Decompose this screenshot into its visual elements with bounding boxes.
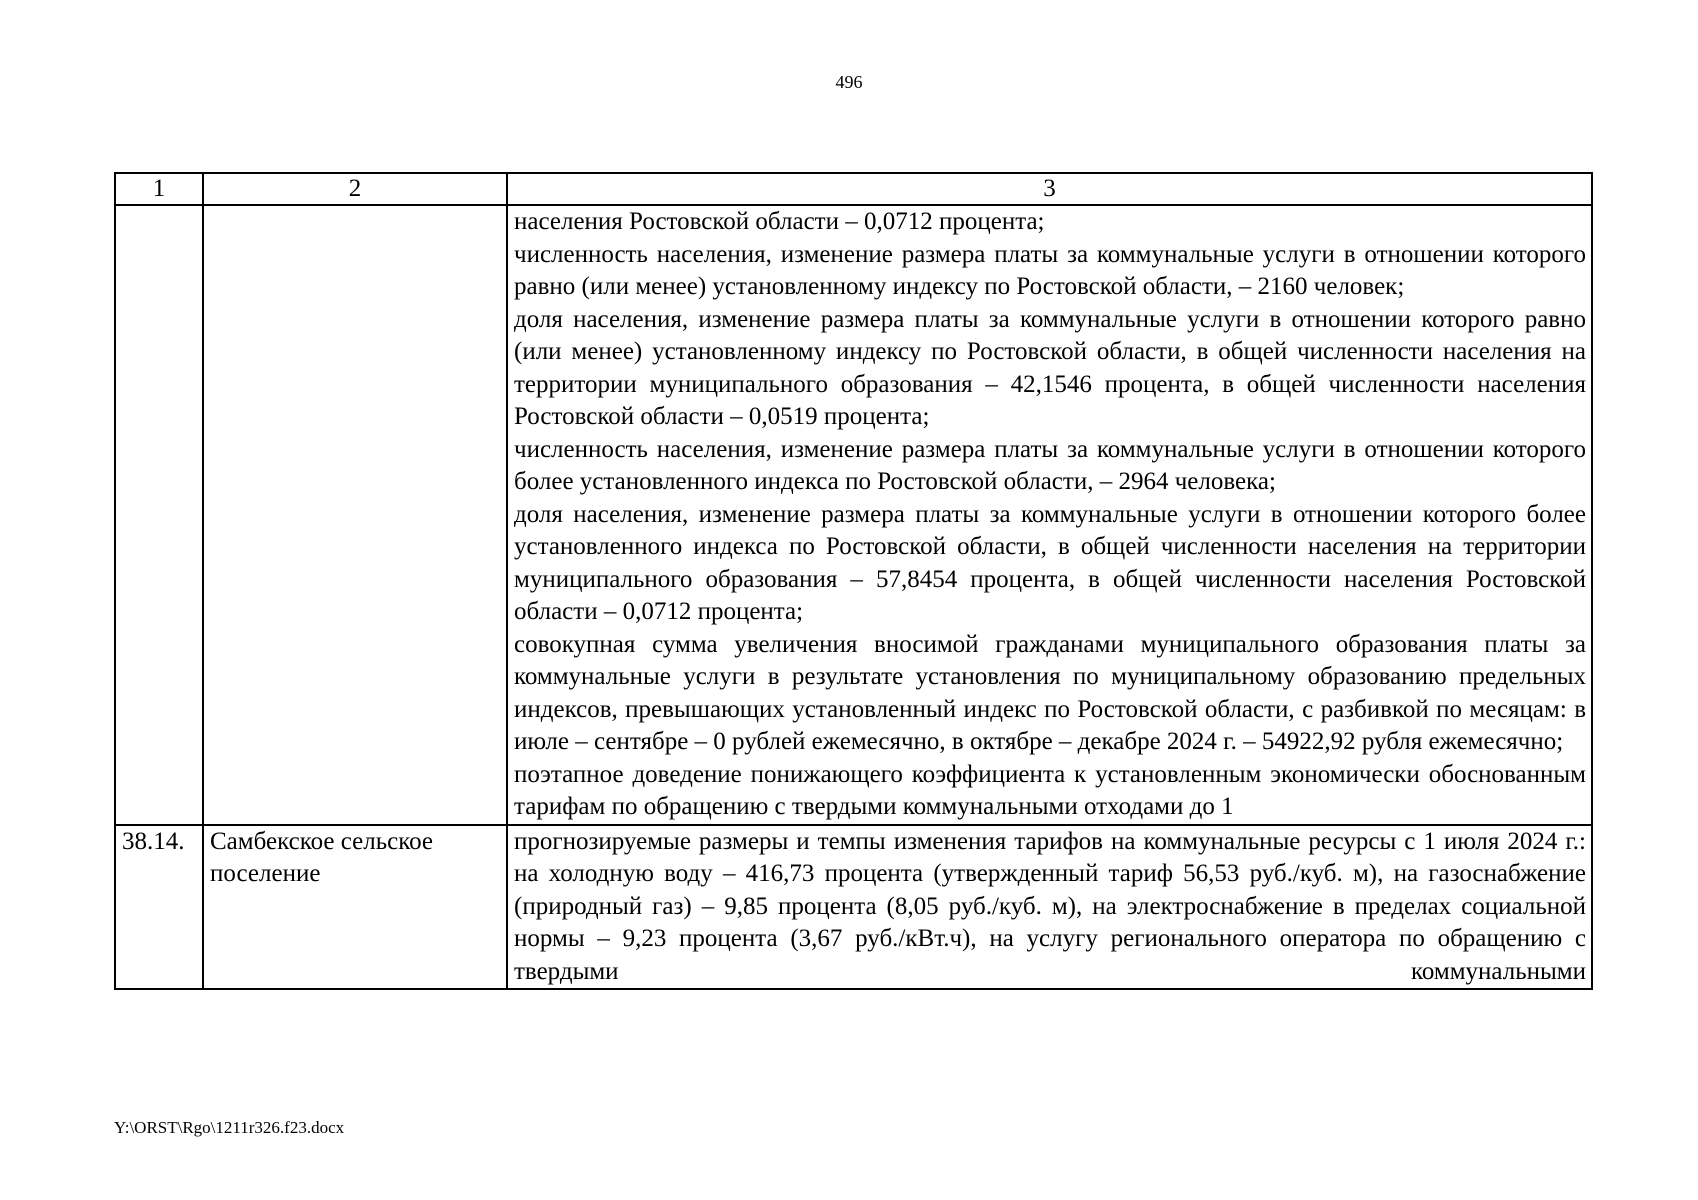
paragraph: поэтапное доведение понижающего коэффициента к установленным экономически обоснованным тарифам по обращению с твердыми коммунальными отходами до 1 — [514, 760, 1586, 820]
table-row — [115, 205, 1592, 825]
paragraph: прогнозируемые размеры и темпы изменения тарифов на коммунальные ресурсы с 1 июля 2024 г.: на холодную воду – 416,73 процента (утвержденный тариф 56,53 руб./куб. м), на газоснабжение (природный газ) – 9,85 процента (8,05 руб./куб. м), на электроснабжение в пределах социальной нормы – 9,23 процента (3,67 руб./кВт.ч), на услугу регионального оператора по обращению с твердыми коммунальными — [514, 827, 1586, 985]
column-header-1: 1 — [115, 173, 203, 205]
table-header-row — [115, 173, 1592, 205]
column-header-3: 3 — [507, 173, 1592, 205]
indicators-cell — [507, 825, 1592, 989]
column-header-2: 2 — [203, 173, 507, 205]
paragraph: доля населения, изменение размера платы за коммунальные услуги в отношении которого более установленного индекса по Ростовской области, в общей численности населения на территории муниципального образования – 57,8454 процента, в общей численности населения Ростовской области – 0,0712 процента; — [514, 500, 1586, 625]
file-path-footer: Y:\ORST\Rgo\1211r326.f23.docx — [114, 1118, 345, 1137]
paragraph: численность населения, изменение размера платы за коммунальные услуги в отношении которого равно (или менее) установленному индексу по Ростовской области, – 2160 человек; — [514, 240, 1586, 300]
cell-continuation-clip — [514, 826, 1586, 988]
municipality-name — [203, 205, 507, 825]
indicators-cell — [507, 205, 1592, 825]
paragraph: совокупная сумма увеличения вносимой гражданами муниципального образования платы за коммунальные услуги в результате установления по муниципальному образованию предельных индексов, превышающих установленный индекс по Ростовской области, с разбивкой по месяцам: в июле – сентябре – 0 рублей ежемесячно, в октябре – декабре 2024 г. – 54922,92 рубля ежемесячно; — [514, 630, 1586, 755]
paragraph: населения Ростовской области – 0,0712 процента; — [514, 208, 1045, 235]
row-number — [115, 205, 203, 825]
paragraph: численность населения, изменение размера платы за коммунальные услуги в отношении которого более установленного индекса по Ростовской области, – 2964 человека; — [514, 435, 1586, 495]
page-number: 496 — [835, 72, 863, 92]
paragraph: доля населения, изменение размера платы за коммунальные услуги в отношении которого равно (или менее) установленному индексу по Ростовской области, в общей численности населения на территории муниципального образования – 42,1546 процента, в общей численности населения Ростовской области – 0,0519 процента; — [514, 305, 1586, 430]
table-row — [115, 825, 1592, 989]
row-number: 38.14. — [115, 825, 203, 989]
data-table — [114, 172, 1593, 990]
municipality-name: Самбекское сельское поселение — [203, 825, 507, 989]
